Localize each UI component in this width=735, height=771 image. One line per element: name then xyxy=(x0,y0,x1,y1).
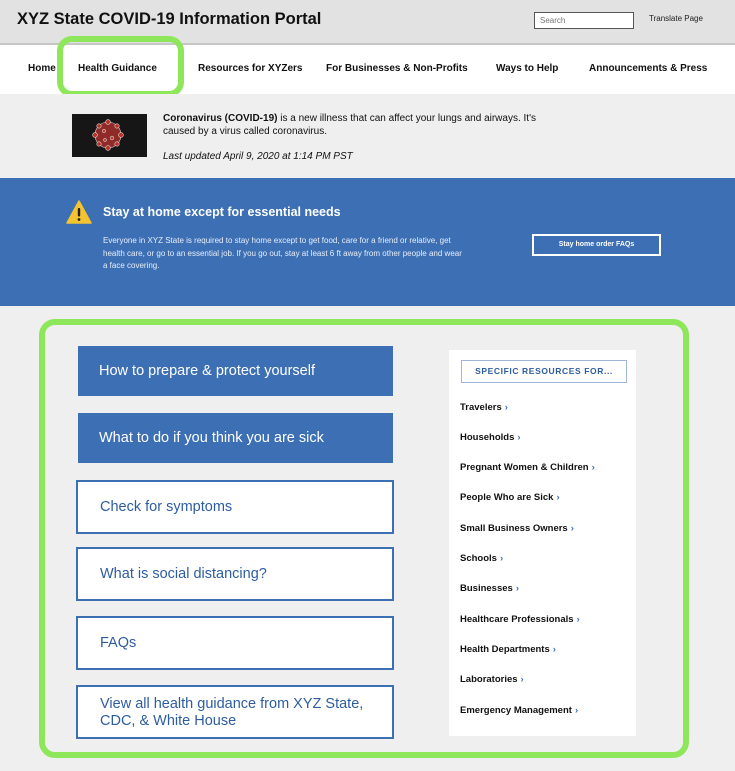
social-distancing-button[interactable]: What is social distancing? xyxy=(76,547,394,601)
nav-item-home[interactable]: Home xyxy=(28,63,56,74)
resource-label: Small Business Owners xyxy=(460,523,568,534)
nav-item-health-guidance[interactable]: Health Guidance xyxy=(78,63,157,74)
active-nav-highlight xyxy=(57,36,184,97)
covid-description xyxy=(163,113,563,138)
resource-label: Laboratories xyxy=(460,674,518,685)
alert-body: Everyone in XYZ State is required to stay home except to get food, care for a friend or relative, get health care, or go to an essential job. If you go out, stay at least 6 ft away from other people and wear a face covering. xyxy=(103,236,462,270)
chevron-right-icon: › xyxy=(576,614,580,625)
warning-icon xyxy=(66,200,92,229)
main-content-highlight xyxy=(39,319,689,758)
resource-label: Pregnant Women & Children xyxy=(460,462,589,473)
nav-item-resources[interactable]: Resources for XYZers xyxy=(198,63,303,74)
resource-label: Emergency Management xyxy=(460,705,572,716)
stay-home-alert xyxy=(0,178,735,306)
chevron-right-icon: › xyxy=(591,462,595,473)
chevron-right-icon: › xyxy=(520,674,524,685)
resources-header: SPECIFIC RESOURCES FOR... xyxy=(461,360,627,383)
faqs-button[interactable]: FAQs xyxy=(76,616,394,670)
covid-description-text: is a new illness that can affect your lungs and airways. It's caused by a virus called coronavirus. xyxy=(163,113,536,137)
nav-item-announcements[interactable]: Announcements & Press xyxy=(589,63,708,74)
all-health-guidance-button[interactable]: View all health guidance from XYZ State, CDC, & White House xyxy=(76,685,394,739)
resource-label: People Who are Sick xyxy=(460,492,554,503)
alert-title: Stay at home except for essential needs xyxy=(103,205,341,219)
chevron-right-icon: › xyxy=(517,432,521,443)
resource-label: Travelers xyxy=(460,402,502,413)
site-title[interactable]: XYZ State COVID-19 Information Portal xyxy=(17,10,322,28)
resource-label: Healthcare Professionals xyxy=(460,614,574,625)
prepare-protect-button[interactable]: How to prepare & protect yourself xyxy=(78,346,393,396)
chevron-right-icon: › xyxy=(556,492,560,503)
chevron-right-icon: › xyxy=(515,583,519,594)
chevron-right-icon: › xyxy=(499,553,504,564)
resource-label: Households xyxy=(460,432,515,443)
nav-item-ways-to-help[interactable]: Ways to Help xyxy=(496,63,559,74)
nav-item-businesses[interactable]: For Businesses & Non-Profits xyxy=(326,63,468,74)
if-sick-button[interactable]: What to do if you think you are sick xyxy=(78,413,393,463)
chevron-right-icon: › xyxy=(504,402,508,413)
stay-home-faqs-button[interactable]: Stay home order FAQs xyxy=(532,234,661,256)
resource-label: Schools xyxy=(460,553,497,564)
chevron-right-icon: › xyxy=(574,705,579,716)
coronavirus-image xyxy=(72,114,147,157)
resource-label: Health Departments xyxy=(460,644,550,655)
check-symptoms-button[interactable]: Check for symptoms xyxy=(76,480,394,534)
info-strip xyxy=(0,94,735,178)
search-input[interactable] xyxy=(534,12,634,29)
chevron-right-icon: › xyxy=(570,523,574,534)
covid-term: Coronavirus (COVID-19) xyxy=(163,113,278,124)
last-updated: Last updated April 9, 2020 at 1:14 PM PST xyxy=(163,151,353,162)
resource-label: Businesses xyxy=(460,583,513,594)
chevron-right-icon: › xyxy=(552,644,556,655)
translate-page-link[interactable]: Translate Page xyxy=(649,14,703,23)
